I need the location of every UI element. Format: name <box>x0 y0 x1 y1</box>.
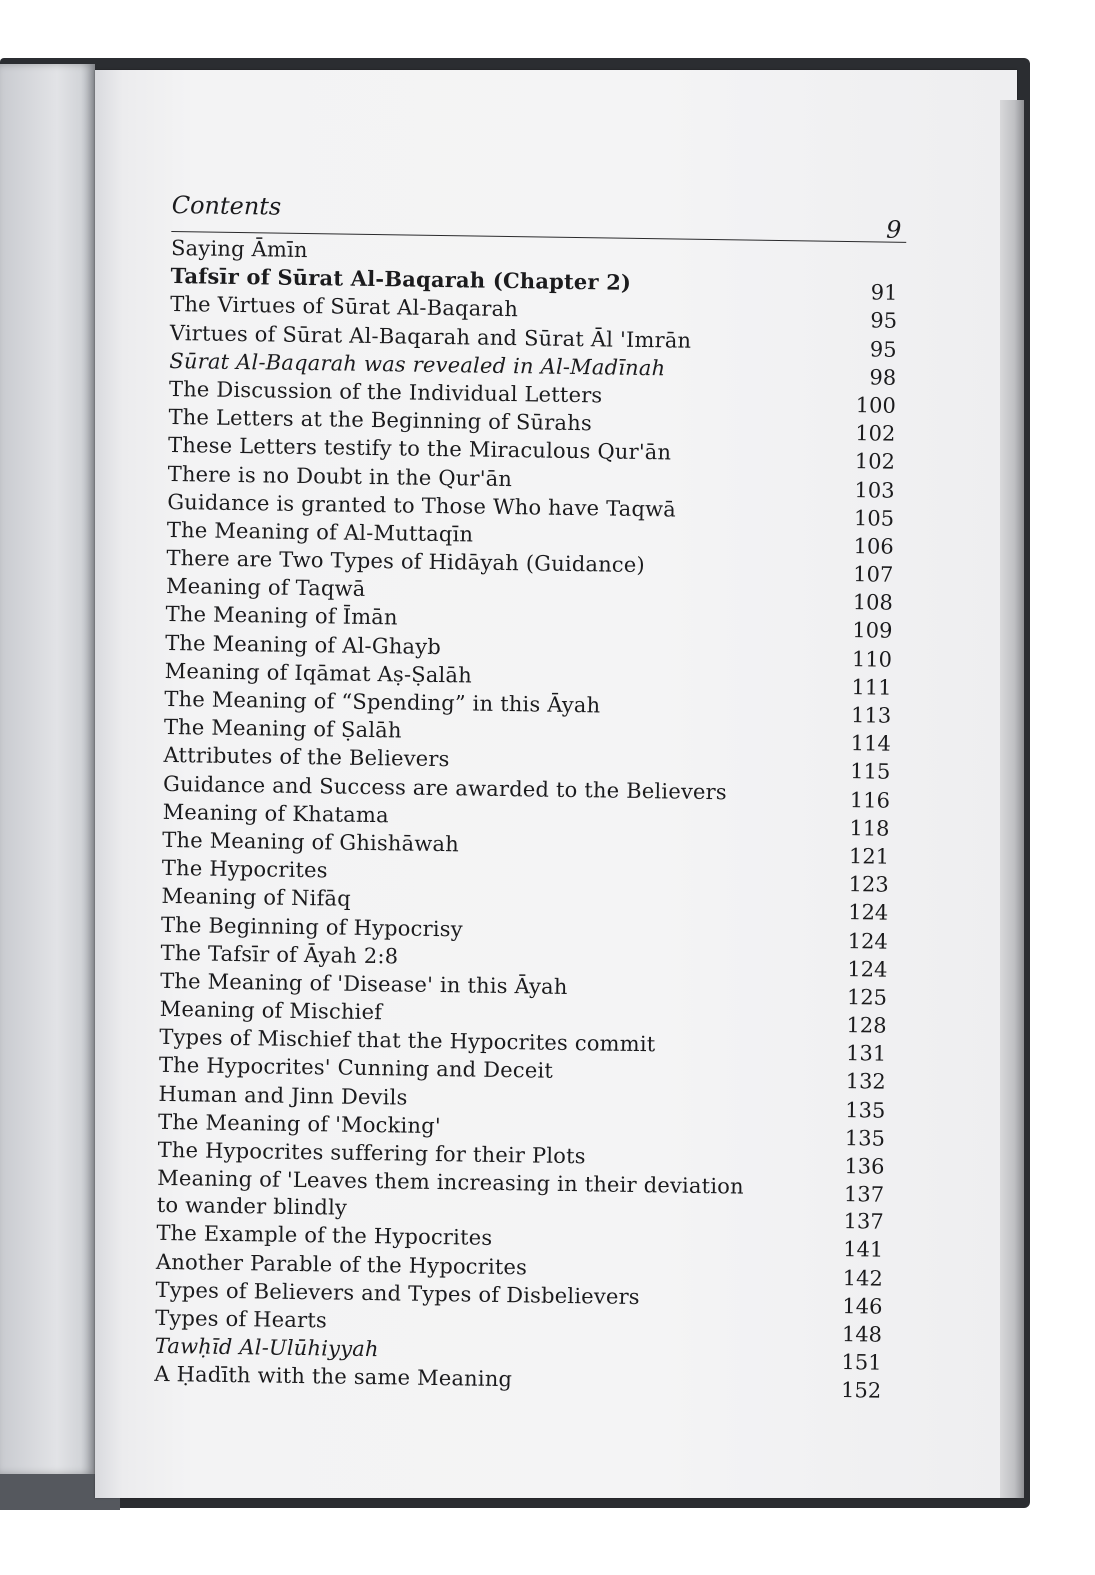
toc-entry-title: Tawḥīd Al-Ulūhiyyah <box>154 1333 379 1362</box>
toc-entry-title: Human and Jinn Devils <box>158 1081 408 1110</box>
toc-entry-title: The Meaning of 'Disease' in this Āyah <box>160 968 568 999</box>
toc-entry-page: 118 <box>849 815 890 841</box>
toc-entry-page: 102 <box>854 449 896 475</box>
left-page-edge <box>0 64 95 1474</box>
toc-entry-title: The Hypocrites suffering for their Plots <box>157 1137 586 1169</box>
toc-entry-title: Meaning of Mischief <box>159 996 383 1025</box>
toc-entry-title: The Hypocrites <box>161 856 328 883</box>
page-stack-edge <box>1000 100 1024 1498</box>
toc-entry-page: 95 <box>869 336 897 362</box>
toc-entry-title: The Discussion of the Individual Letters <box>168 376 603 408</box>
toc-entry-page: 136 <box>844 1154 885 1179</box>
toc-entry-title: The Beginning of Hypocrisy <box>160 912 463 941</box>
toc-entry-page: 100 <box>855 393 896 418</box>
toc-entry-page: 106 <box>853 534 894 559</box>
toc-entry-page: 128 <box>846 1013 887 1038</box>
toc-entry-title: Meaning of Khatama <box>162 799 390 828</box>
toc-entry-title: Saying Āmīn <box>170 235 308 263</box>
toc-entry-title: Guidance is granted to Those Who have Taqwā <box>167 489 677 522</box>
toc-entry-title: The Meaning of Īmān <box>165 602 398 630</box>
toc-entry-page: 105 <box>853 505 895 531</box>
toc-entry-title: to wander blindly <box>156 1193 348 1220</box>
toc-entry-page: 124 <box>848 900 889 926</box>
toc-entry-title: The Example of the Hypocrites <box>156 1221 493 1251</box>
toc-entry-title: The Tafsīr of Āyah 2:8 <box>160 940 399 969</box>
table-of-contents <box>154 234 906 1403</box>
toc-entry-title: Another Parable of the Hypocrites <box>155 1249 528 1279</box>
toc-entry-page: 98 <box>869 365 897 390</box>
toc-entry-title: Virtues of Sūrat Al-Baqarah and Sūrat Āl 'Imrān <box>169 320 692 353</box>
toc-entry-page: 114 <box>850 731 891 756</box>
toc-entry-title: These Letters testify to the Miraculous Qur'ān <box>167 433 672 465</box>
toc-entry-title: Sūrat Al-Baqarah was revealed in Al-Madīnah <box>169 348 666 381</box>
toc-entry-page: 123 <box>848 872 889 897</box>
toc-entry-page: 135 <box>845 1097 886 1123</box>
toc-entry-title: The Virtues of Sūrat Al-Baqarah <box>170 292 519 322</box>
toc-entry-page: 135 <box>844 1125 886 1151</box>
toc-entry-title: There is no Doubt in the Qur'ān <box>167 461 513 491</box>
toc-entry-page: 148 <box>841 1322 883 1347</box>
toc-entry-page: 137 <box>843 1182 885 1207</box>
page-header <box>171 185 907 243</box>
toc-entry-page: 124 <box>847 928 889 954</box>
toc-entry-title: Types of Hearts <box>155 1305 328 1333</box>
page-title: Contents <box>171 190 282 221</box>
toc-entry-title: The Meaning of 'Mocking' <box>157 1109 441 1138</box>
contents-page <box>154 185 907 1426</box>
toc-entry-title: The Meaning of Al-Ghayb <box>165 630 442 659</box>
toc-entry-title: The Meaning of Al-Muttaqīn <box>166 517 474 547</box>
toc-entry-page: 131 <box>845 1041 887 1066</box>
toc-entry-page: 124 <box>847 956 888 982</box>
toc-entry-page: 142 <box>842 1265 884 1291</box>
toc-entry-title: Tafsīr of Sūrat Al-Baqarah (Chapter 2) <box>170 263 632 296</box>
toc-entry-title: The Hypocrites' Cunning and Deceit <box>158 1053 554 1084</box>
toc-entry-page: 151 <box>841 1350 882 1375</box>
toc-entry-page: 102 <box>855 421 896 446</box>
toc-entry-title: Types of Believers and Types of Disbelievers <box>155 1277 640 1309</box>
toc-entry-title: Guidance and Success are awarded to the Believers <box>162 771 728 804</box>
toc-entry-page: 152 <box>840 1378 882 1403</box>
toc-entry-page: 137 <box>843 1209 884 1234</box>
toc-entry-page: 125 <box>846 984 888 1010</box>
toc-entry-page: 110 <box>851 646 893 672</box>
toc-entry-title: The Meaning of “Spending” in this Āyah <box>164 686 601 718</box>
toc-entry-title: The Letters at the Beginning of Sūrahs <box>168 405 593 436</box>
toc-entry-page: 107 <box>853 562 894 587</box>
toc-entry-page: 91 <box>870 280 898 305</box>
toc-entry-page: 141 <box>843 1237 884 1263</box>
toc-entry-title: Meaning of Taqwā <box>165 574 366 602</box>
toc-entry-page: 108 <box>852 590 894 615</box>
toc-entry-page: 103 <box>854 477 895 503</box>
toc-entry-page: 113 <box>850 703 892 728</box>
toc-entry-title: Types of Mischief that the Hypocrites commit <box>159 1025 656 1057</box>
toc-entry-page: 95 <box>870 308 898 334</box>
toc-entry-title: Meaning of Iqāmat Aṣ-Ṣalāh <box>164 658 473 688</box>
toc-entry-title: The Meaning of Ghishāwah <box>162 827 460 857</box>
toc-entry-title: Meaning of 'Leaves them increasing in their deviation <box>157 1166 744 1199</box>
page-number: 9 <box>885 215 902 244</box>
toc-entry-page: 109 <box>852 618 893 644</box>
toc-entry-page: 111 <box>851 674 892 700</box>
toc-entry-title: Attributes of the Believers <box>163 743 450 772</box>
toc-entry-page: 132 <box>845 1069 886 1095</box>
toc-entry-page: 121 <box>848 844 890 869</box>
toc-entry-page: 116 <box>849 787 891 813</box>
toc-entry-title: The Meaning of Ṣalāh <box>163 715 402 743</box>
toc-entry-page: 115 <box>850 759 891 785</box>
toc-entry-title: Meaning of Nifāq <box>161 884 352 912</box>
toc-entry-page: 146 <box>842 1293 883 1319</box>
toc-entry-title: A Ḥadīth with the same Meaning <box>154 1362 513 1392</box>
toc-entry-title: There are Two Types of Hidāyah (Guidance) <box>166 546 646 578</box>
